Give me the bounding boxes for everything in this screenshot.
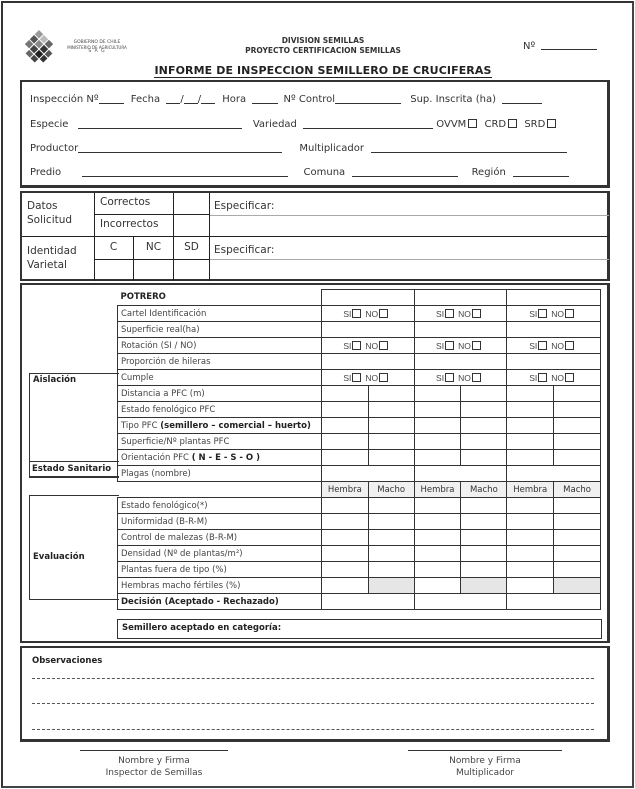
multiplicador-field[interactable] <box>371 143 567 153</box>
cell[interactable] <box>414 530 461 546</box>
row-label-tipo-pfc <box>118 418 322 434</box>
row-label-proporcion: Proporción de hileras <box>118 354 322 370</box>
cell[interactable] <box>461 514 507 530</box>
no-label: NO <box>365 308 379 319</box>
row-predio <box>30 167 569 178</box>
inspection-form-page <box>1 1 634 788</box>
decision-cell-1[interactable] <box>321 594 414 610</box>
row-label-orientacion-pfc <box>118 450 322 466</box>
row-label-estado-pfc: Estado fenológico PFC <box>118 402 322 418</box>
inspection-section <box>20 283 610 643</box>
estado-sanitario-label: Estado Sanitario <box>32 464 112 474</box>
cell[interactable] <box>461 450 507 466</box>
observaciones-line-3[interactable] <box>32 729 594 730</box>
no-checkbox[interactable] <box>379 373 388 382</box>
comuna-field[interactable] <box>352 167 458 177</box>
cell[interactable] <box>414 498 461 514</box>
cell[interactable] <box>554 546 601 562</box>
region-field[interactable] <box>513 167 569 177</box>
ovvm-label: OVVM <box>436 119 467 130</box>
predio-field[interactable] <box>82 167 288 177</box>
cell[interactable] <box>321 578 368 594</box>
inspector-signature-line[interactable] <box>80 750 228 751</box>
cell[interactable] <box>414 578 461 594</box>
cumple-sino-3[interactable] <box>507 370 601 386</box>
macho-header-1: Macho <box>368 482 414 498</box>
no-checkbox[interactable] <box>472 373 481 382</box>
cell[interactable] <box>368 562 414 578</box>
fecha-month-field[interactable] <box>184 94 198 104</box>
col-nc-label: NC <box>145 241 162 253</box>
cell[interactable] <box>461 562 507 578</box>
identidad-label-1: Identidad <box>27 245 77 257</box>
project-text: PROYECTO CERTIFICACION SEMILLAS <box>245 46 401 55</box>
cell[interactable] <box>414 434 461 450</box>
inspector-signature-label <box>74 755 234 779</box>
cell[interactable] <box>368 386 414 402</box>
cell[interactable] <box>321 562 368 578</box>
no-label: NO <box>551 372 565 383</box>
multiplicador-signature-line[interactable] <box>408 750 562 751</box>
hembra-header-1: Hembra <box>321 482 368 498</box>
form-number-label: Nº <box>523 41 536 52</box>
superficie-cell-1[interactable] <box>321 322 414 338</box>
no-checkbox[interactable] <box>565 341 574 350</box>
cell[interactable] <box>554 530 601 546</box>
productor-field[interactable] <box>78 143 282 153</box>
hembra-header-2: Hembra <box>414 482 461 498</box>
table-row <box>118 562 601 578</box>
no-checkbox[interactable] <box>379 341 388 350</box>
cell[interactable] <box>414 514 461 530</box>
cell[interactable] <box>554 450 601 466</box>
cell[interactable] <box>461 402 507 418</box>
row-label-control-malezas: Control de malezas (B-R-M) <box>118 530 322 546</box>
page-title <box>123 64 523 77</box>
especie-field[interactable] <box>78 119 242 129</box>
row-label-cumple: Cumple <box>118 370 322 386</box>
observaciones-line-2[interactable] <box>32 703 594 704</box>
cumple-sino-2[interactable] <box>414 370 507 386</box>
rotacion-sino-2[interactable] <box>414 338 507 354</box>
row-label-densidad: Densidad (Nº de plantas/m²) <box>118 546 322 562</box>
potrero-2-header-cell[interactable] <box>414 290 507 306</box>
decision-cell-2[interactable] <box>414 594 507 610</box>
cell[interactable] <box>414 402 461 418</box>
orientacion-options: ( N - E - S - O ) <box>191 452 260 463</box>
decision-cell-3[interactable] <box>507 594 601 610</box>
table-row <box>118 418 601 434</box>
datos-identidad-section <box>20 191 610 281</box>
cell[interactable] <box>321 434 368 450</box>
cartel-sino-2[interactable] <box>414 306 507 322</box>
orientacion-pfc-text: Orientación PFC <box>121 452 192 463</box>
cumple-sino-1[interactable] <box>321 370 414 386</box>
incorrectos-cell[interactable] <box>175 216 208 235</box>
cartel-sino-3[interactable] <box>507 306 601 322</box>
cell[interactable] <box>414 418 461 434</box>
hora-label: Hora <box>222 94 247 105</box>
table-row <box>118 482 601 498</box>
correctos-cell[interactable] <box>175 194 208 213</box>
no-checkbox[interactable] <box>379 309 388 318</box>
predio-label: Predio <box>30 167 62 178</box>
row-label-cartel: Cartel Identificación <box>118 306 322 322</box>
row-label-hembras-fertiles: Hembras macho fértiles (%) <box>118 578 322 594</box>
shaded-cell <box>368 578 414 594</box>
especificar-1-field[interactable] <box>212 194 607 235</box>
table-row <box>118 370 601 386</box>
sag-logo-icon <box>19 27 59 67</box>
rotacion-sino-3[interactable] <box>507 338 601 354</box>
potrero-1-header-cell[interactable] <box>321 290 414 306</box>
row-label-rotacion: Rotación (SI / NO) <box>118 338 322 354</box>
si-label: SI <box>343 340 352 351</box>
cell[interactable] <box>461 546 507 562</box>
si-label: SI <box>436 340 445 351</box>
superficie-cell-3[interactable] <box>507 322 601 338</box>
cell[interactable] <box>507 514 554 530</box>
productor-label: Productor <box>30 143 79 154</box>
observaciones-line-1[interactable] <box>32 678 594 679</box>
cell[interactable] <box>321 402 368 418</box>
no-checkbox[interactable] <box>565 309 574 318</box>
row-label-superficie-pfc: Superficie/Nº plantas PFC <box>118 434 322 450</box>
no-label: NO <box>365 372 379 383</box>
aislacion-label: Aislación <box>33 375 77 385</box>
si-label: SI <box>529 340 538 351</box>
sup-inscrita-label: Sup. Inscrita (ha) <box>410 94 497 105</box>
cell[interactable] <box>554 434 601 450</box>
potrero-table <box>117 289 601 610</box>
row-label-uniformidad: Uniformidad (B-R-M) <box>118 514 322 530</box>
no-label: NO <box>458 308 471 319</box>
si-checkbox[interactable] <box>538 341 547 350</box>
row-especie <box>30 119 556 130</box>
cell[interactable] <box>461 386 507 402</box>
no-checkbox[interactable] <box>565 373 574 382</box>
table-row <box>118 498 601 514</box>
inspeccion-label: Inspección Nº <box>30 94 99 105</box>
macho-header-3: Macho <box>554 482 601 498</box>
si-checkbox[interactable] <box>352 373 361 382</box>
si-label: SI <box>529 372 538 383</box>
cell[interactable] <box>554 562 601 578</box>
si-label: SI <box>343 308 352 319</box>
cell[interactable] <box>368 418 414 434</box>
grid-line <box>94 193 95 281</box>
nc-cell[interactable] <box>135 261 172 280</box>
division-text: DIVISION SEMILLAS <box>281 36 365 45</box>
fecha-day-field[interactable] <box>166 94 180 104</box>
ovvm-checkbox[interactable] <box>468 119 477 128</box>
aceptado-categoria-label: Semillero aceptado en categoría: <box>122 623 282 633</box>
spacer-cell <box>118 482 322 498</box>
si-checkbox[interactable] <box>352 309 361 318</box>
cell[interactable] <box>321 450 368 466</box>
si-label: SI <box>343 372 352 383</box>
col-sd-label: SD <box>184 241 199 253</box>
cell[interactable] <box>554 386 601 402</box>
table-row <box>118 338 601 354</box>
tipo-pfc-options: (semillero – comercial – huerto) <box>160 420 311 431</box>
variedad-label: Variedad <box>252 119 297 130</box>
table-row <box>118 322 601 338</box>
cell[interactable] <box>507 402 554 418</box>
si-checkbox[interactable] <box>445 341 454 350</box>
table-row <box>118 290 601 306</box>
si-label: SI <box>436 372 445 383</box>
proporcion-cell-3[interactable] <box>507 354 601 370</box>
cell[interactable] <box>507 386 554 402</box>
sup-inscrita-field[interactable] <box>502 94 542 104</box>
cell[interactable] <box>368 498 414 514</box>
cell[interactable] <box>368 450 414 466</box>
logo-line-1: GOBIERNO DE CHILE <box>73 40 121 45</box>
cell[interactable] <box>461 530 507 546</box>
comuna-label: Comuna <box>303 167 346 178</box>
shaded-cell <box>554 578 601 594</box>
grid-line <box>22 236 609 237</box>
srd-checkbox[interactable] <box>547 119 556 128</box>
crd-label: CRD <box>484 119 507 130</box>
c-cell[interactable] <box>96 261 132 280</box>
correctos-label: Correctos <box>100 196 151 208</box>
identidad-label-2: Varietal <box>27 259 67 271</box>
especificar-1-label: Especificar: <box>214 200 275 212</box>
evaluacion-group <box>29 495 119 600</box>
no-label: NO <box>458 340 471 351</box>
logo-text <box>65 41 129 55</box>
shaded-cell <box>461 578 507 594</box>
control-field[interactable] <box>335 94 401 104</box>
srd-label: SRD <box>524 119 546 130</box>
superficie-cell-2[interactable] <box>414 322 507 338</box>
cell[interactable] <box>554 514 601 530</box>
potrero-header: POTRERO <box>118 290 322 306</box>
potrero-3-header-cell[interactable] <box>507 290 601 306</box>
region-label: Región <box>471 167 506 178</box>
multiplicador-sig-line-1: Nombre y Firma <box>449 756 521 766</box>
multiplicador-sig-line-2: Multiplicador <box>455 768 515 778</box>
fecha-label: Fecha <box>130 94 161 105</box>
control-label: Nº Control <box>283 94 336 105</box>
cell[interactable] <box>368 546 414 562</box>
cell[interactable] <box>321 386 368 402</box>
cell[interactable] <box>507 530 554 546</box>
row-inspeccion <box>30 94 542 105</box>
table-row <box>118 450 601 466</box>
no-label: NO <box>458 372 471 383</box>
no-label: NO <box>551 340 565 351</box>
hora-field[interactable] <box>252 94 278 104</box>
proporcion-cell-2[interactable] <box>414 354 507 370</box>
si-checkbox[interactable] <box>445 309 454 318</box>
form-number-line[interactable] <box>541 49 597 50</box>
logo-line-3: S A G <box>88 49 106 54</box>
row-label-superficie: Superficie real(ha) <box>118 322 322 338</box>
proporcion-cell-1[interactable] <box>321 354 414 370</box>
table-row <box>118 578 601 594</box>
row-productor <box>30 143 567 154</box>
general-data-section <box>20 80 610 188</box>
table-row <box>118 386 601 402</box>
cell[interactable] <box>368 514 414 530</box>
cell[interactable] <box>414 450 461 466</box>
datos-label-1: Datos <box>27 200 58 212</box>
inspector-sig-line-1: Nombre y Firma <box>118 756 190 766</box>
plagas-cell-2[interactable] <box>414 466 507 482</box>
row-label-estado-fenologico: Estado fenológico(*) <box>118 498 322 514</box>
cell[interactable] <box>507 434 554 450</box>
table-row <box>118 530 601 546</box>
si-checkbox[interactable] <box>538 373 547 382</box>
si-label: SI <box>436 308 445 319</box>
incorrectos-label: Incorrectos <box>100 218 159 230</box>
cell[interactable] <box>321 514 368 530</box>
datos-label-2: Solicitud <box>27 214 73 226</box>
cell[interactable] <box>461 434 507 450</box>
no-checkbox[interactable] <box>472 309 481 318</box>
cell[interactable] <box>507 562 554 578</box>
cell[interactable] <box>507 450 554 466</box>
especificar-2-label: Especificar: <box>214 244 275 256</box>
especificar-2-field[interactable] <box>212 238 607 280</box>
si-label: SI <box>529 308 538 319</box>
table-row <box>118 402 601 418</box>
cell[interactable] <box>321 418 368 434</box>
cell[interactable] <box>321 530 368 546</box>
fecha-sep-1: / <box>180 94 184 105</box>
cell[interactable] <box>414 546 461 562</box>
cell[interactable] <box>414 562 461 578</box>
cell[interactable] <box>368 434 414 450</box>
form-number-field[interactable] <box>523 41 597 52</box>
aceptado-categoria-field[interactable] <box>117 619 602 639</box>
plagas-cell-3[interactable] <box>507 466 601 482</box>
observaciones-label: Observaciones <box>32 656 103 666</box>
grid-line <box>94 214 210 215</box>
row-label-distancia: Distancia a PFC (m) <box>118 386 322 402</box>
rotacion-sino-1[interactable] <box>321 338 414 354</box>
cell[interactable] <box>321 546 368 562</box>
cell[interactable] <box>554 498 601 514</box>
no-label: NO <box>365 340 379 351</box>
no-label: NO <box>551 308 565 319</box>
table-row <box>118 594 601 610</box>
table-row <box>118 466 601 482</box>
header-division <box>203 36 443 56</box>
macho-header-2: Macho <box>461 482 507 498</box>
cell[interactable] <box>554 418 601 434</box>
table-row <box>118 354 601 370</box>
table-row <box>118 514 601 530</box>
hembra-header-3: Hembra <box>507 482 554 498</box>
row-label-fuera-tipo: Plantas fuera de tipo (%) <box>118 562 322 578</box>
plagas-cell-1[interactable] <box>321 466 414 482</box>
observaciones-section <box>20 646 610 742</box>
inspector-sig-line-2: Inspector de Semillas <box>105 768 203 778</box>
cell[interactable] <box>414 386 461 402</box>
si-checkbox[interactable] <box>445 373 454 382</box>
especie-label: Especie <box>30 119 69 130</box>
fecha-sep-2: / <box>197 94 202 105</box>
col-c-label: C <box>109 241 118 253</box>
multiplicador-signature-label <box>405 755 565 779</box>
table-row <box>118 306 601 322</box>
tipo-pfc-text: Tipo PFC <box>121 420 161 431</box>
evaluacion-label: Evaluación <box>33 552 85 562</box>
cell[interactable] <box>507 578 554 594</box>
inspeccion-field[interactable] <box>99 94 124 104</box>
row-label-plagas: Plagas (nombre) <box>118 466 322 482</box>
cell[interactable] <box>507 418 554 434</box>
cell[interactable] <box>368 530 414 546</box>
cell[interactable] <box>507 498 554 514</box>
cell[interactable] <box>321 498 368 514</box>
grid-line <box>173 193 174 281</box>
logo-line-2: MINISTERIO DE AGRICULTURA <box>67 44 127 50</box>
no-checkbox[interactable] <box>472 341 481 350</box>
cell[interactable] <box>461 418 507 434</box>
table-row <box>118 546 601 562</box>
row-label-decision: Decisión (Aceptado - Rechazado) <box>118 594 322 610</box>
grid-line <box>94 259 210 260</box>
cell[interactable] <box>461 498 507 514</box>
page-title-text: INFORME DE INSPECCION SEMILLERO DE CRUCIFERAS <box>154 64 492 77</box>
sd-cell[interactable] <box>175 261 208 280</box>
cartel-sino-1[interactable] <box>321 306 414 322</box>
fecha-year-field[interactable] <box>201 94 215 104</box>
identidad-varietal-label <box>27 244 77 272</box>
si-checkbox[interactable] <box>538 309 547 318</box>
variedad-field[interactable] <box>303 119 433 129</box>
grid-line <box>209 193 210 281</box>
si-checkbox[interactable] <box>352 341 361 350</box>
cell[interactable] <box>554 402 601 418</box>
table-row <box>118 434 601 450</box>
cell[interactable] <box>507 546 554 562</box>
datos-solicitud-label <box>27 199 72 227</box>
multiplicador-label: Multiplicador <box>299 143 364 154</box>
crd-checkbox[interactable] <box>508 119 517 128</box>
cell[interactable] <box>368 402 414 418</box>
